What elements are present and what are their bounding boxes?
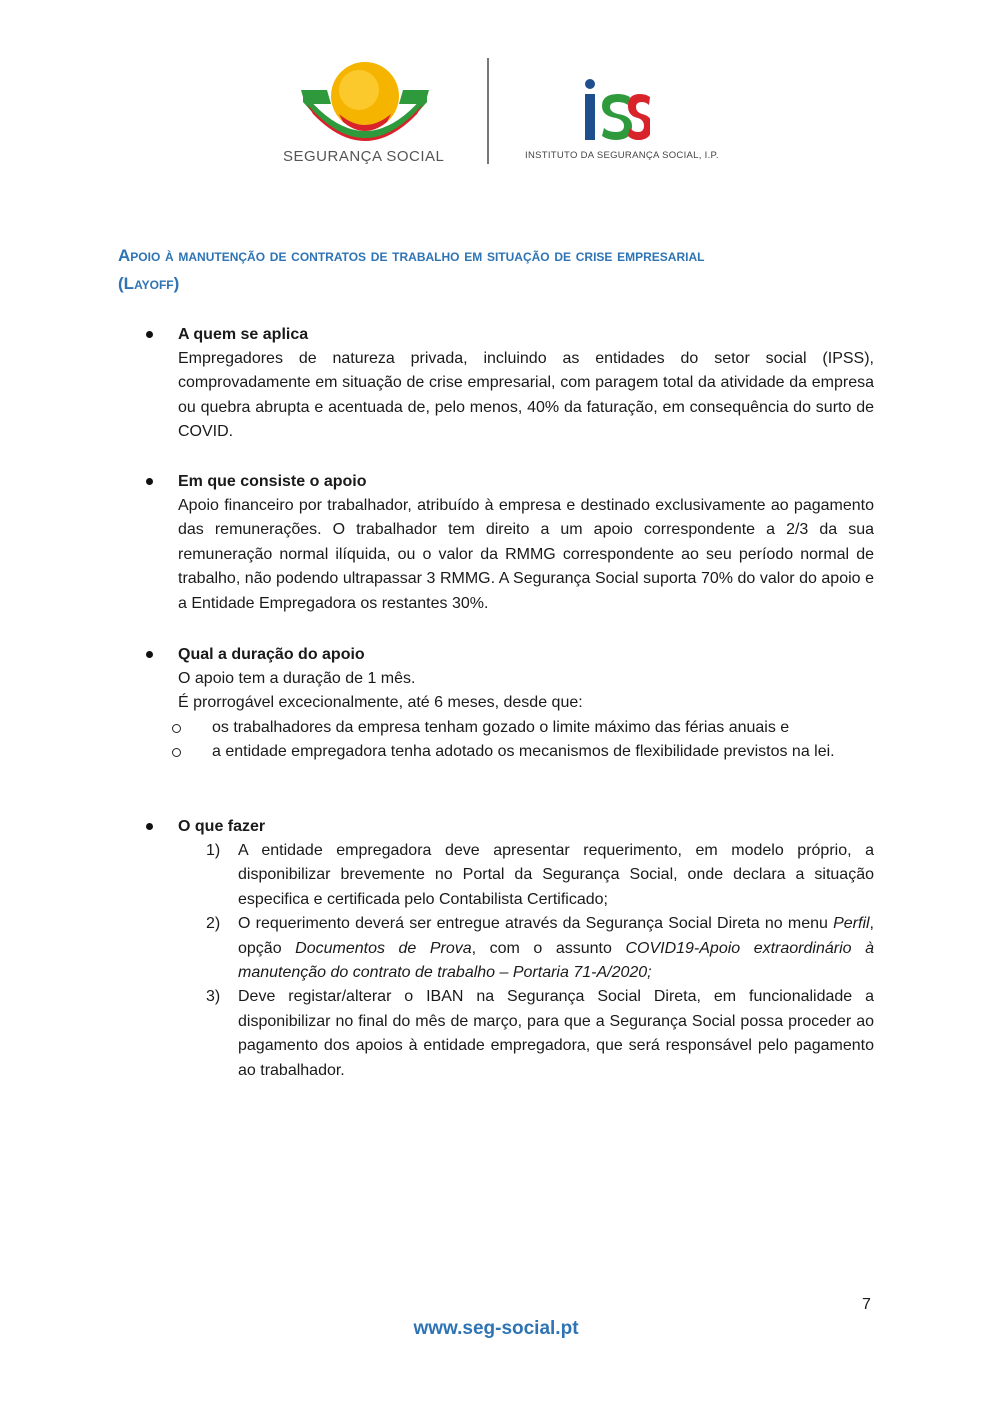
duration-line-1: O apoio tem a duração de 1 mês. (178, 670, 416, 687)
title-paren: ( (118, 274, 124, 293)
list-item (206, 985, 874, 1083)
section-body: Apoio financeiro por trabalhador, atribuído à empresa e destinado exclusivamente ao pagamento das remunerações. O trabalhador tem direito a um apoio correspondente a 2/3 da sua remuneração normal ilíquida, ou o valor da RMMG correspondente ao seu período normal de trabalho, não podendo ultrapassar 3 RMMG. A Segurança Social suporta 70% do valor do apoio e a Entidade Empregadora os restantes 30%. (178, 497, 874, 612)
numbered-list (206, 839, 874, 1083)
seguranca-social-logo (283, 52, 453, 165)
sub-item-text: a entidade empregadora tenha adotado os mecanismos de flexibilidade previstos na lei. (212, 743, 835, 761)
title-line-1: poio à manutenção de contratos de trabalho em situação de crise empresarial (130, 246, 705, 265)
bullet-icon (146, 651, 153, 658)
iss-logo (525, 78, 725, 161)
page-number: 7 (862, 1296, 871, 1313)
bullet-icon (146, 823, 153, 830)
circle-bullet-icon (172, 748, 181, 757)
list-item (206, 839, 874, 912)
list-item (206, 912, 874, 985)
list-item-text: A entidade empregadora deve apresentar requerimento, em modelo próprio, a disponibilizar brevemente no Portal da Segurança Social, onde declara a situação especifica e certificada pelo Contabilista Certificado; (238, 842, 874, 908)
sub-list-item (178, 716, 874, 740)
header-divider (487, 58, 489, 164)
list-item-italic: COVID19-Apoio extraordinário à manutenção do contrato de trabalho – Portaria 71-A/2020; (238, 939, 874, 982)
list-item-number: 3) (206, 988, 221, 1006)
title-line-2: ayoff) (134, 274, 180, 293)
seguranca-social-emblem-icon (299, 52, 431, 144)
list-item-text: , com o assunto (471, 939, 626, 957)
section-body (178, 667, 874, 765)
sub-list-item (178, 740, 874, 764)
list-item-text: O requerimento deverá ser entregue através da Segurança Social Direta no menu (238, 915, 834, 933)
list-item-italic: Documentos de Prova (295, 939, 472, 957)
list-item-number: 1) (206, 842, 221, 859)
list-item-text: Deve registar/alterar o IBAN na Segurança Social Direta, em funcionalidade a disponibilizar no final do mês de março, para que a Segurança Social possa proceder ao pagamento dos apoios à entidade empregadora, que será responsável pelo pagamento ao trabalhador. (238, 988, 874, 1079)
title-initial: A (118, 246, 131, 265)
section-heading: A quem se aplica (178, 326, 309, 343)
list-item-text: , opção (238, 915, 874, 957)
duration-line-2: É prorrogável excecionalmente, até 6 meses, desde que: (178, 694, 583, 712)
logo-right-label: INSTITUTO DA SEGURANÇA SOCIAL, I.P. (525, 150, 719, 161)
section-body: Empregadores de natureza privada, incluindo as entidades do setor social (IPSS), comprovadamente em situação de crise empresarial, com paragem total da atividade da empresa ou quebra abrupta e acentuada de, pelo menos, 40% da faturação, em consequência do surto de COVID. (178, 350, 874, 441)
bullet-icon (146, 478, 153, 485)
sub-item-text: os trabalhadores da empresa tenham gozado o limite máximo das férias anuais e (212, 718, 790, 736)
footer-website-link[interactable]: www.seg-social.pt (413, 1318, 579, 1339)
section-heading: Em que consiste o apoio (178, 473, 367, 490)
circle-bullet-icon (172, 724, 181, 733)
section-heading: Qual a duração do apoio (178, 646, 365, 663)
list-item-italic: Perfil (833, 915, 870, 933)
iss-emblem-icon (580, 78, 650, 142)
logo-left-label: SEGURANÇA SOCIAL (283, 148, 445, 165)
page-header (0, 0, 992, 200)
title-initial-2: L (123, 274, 135, 293)
list-item-number: 2) (206, 915, 221, 933)
page-title (118, 242, 878, 298)
bullet-icon (146, 331, 153, 338)
section-heading: O que fazer (178, 818, 266, 835)
